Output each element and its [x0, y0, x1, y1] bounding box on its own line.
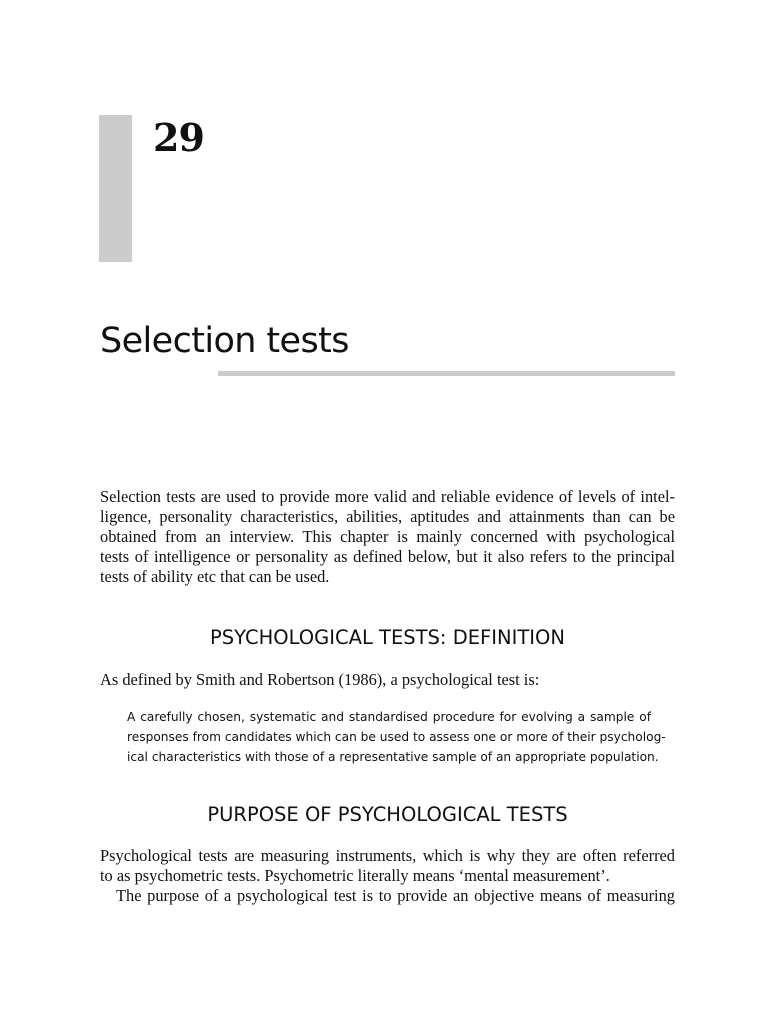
chapter-title: Selection tests — [100, 321, 349, 361]
section-heading-purpose: PURPOSE OF PSYCHOLOGICAL TESTS — [207, 803, 568, 826]
definition-lead-paragraph: As defined by Smith and Robertson (1986), a psychological test is: — [100, 670, 540, 689]
chapter-marker-bar — [99, 115, 132, 262]
definition-quote — [127, 707, 666, 767]
quote-line: ical characteristics with those of a representative sample of an appropriate population. — [127, 750, 659, 764]
intro-line: obtained from an interview. This chapter is mainly concerned with psychological — [100, 527, 675, 546]
intro-line: tests of intelligence or personality as defined below, but it also refers to the principal — [100, 547, 675, 566]
quote-line: responses from candidates which can be used to assess one or more of their psycholog- — [127, 730, 666, 744]
chapter-number: 29 — [153, 115, 204, 160]
section-heading-definition: PSYCHOLOGICAL TESTS: DEFINITION — [210, 626, 565, 649]
purpose-paragraph — [100, 846, 675, 906]
quote-line: A carefully chosen, systematic and standardised procedure for evolving a sample of — [127, 710, 651, 724]
title-underline-rule — [218, 371, 675, 376]
intro-line: ligence, personality characteristics, abilities, aptitudes and attainments than can be — [100, 507, 675, 526]
intro-line: tests of ability etc that can be used. — [100, 567, 330, 586]
purpose-line: The purpose of a psychological test is to provide an objective means of measuring — [116, 886, 675, 905]
intro-paragraph — [100, 487, 675, 587]
intro-line: Selection tests are used to provide more valid and reliable evidence of levels of intel- — [100, 487, 675, 506]
purpose-line: to as psychometric tests. Psychometric literally means ‘mental measurement’. — [100, 866, 610, 885]
purpose-line: Psychological tests are measuring instruments, which is why they are often referred — [100, 846, 675, 865]
